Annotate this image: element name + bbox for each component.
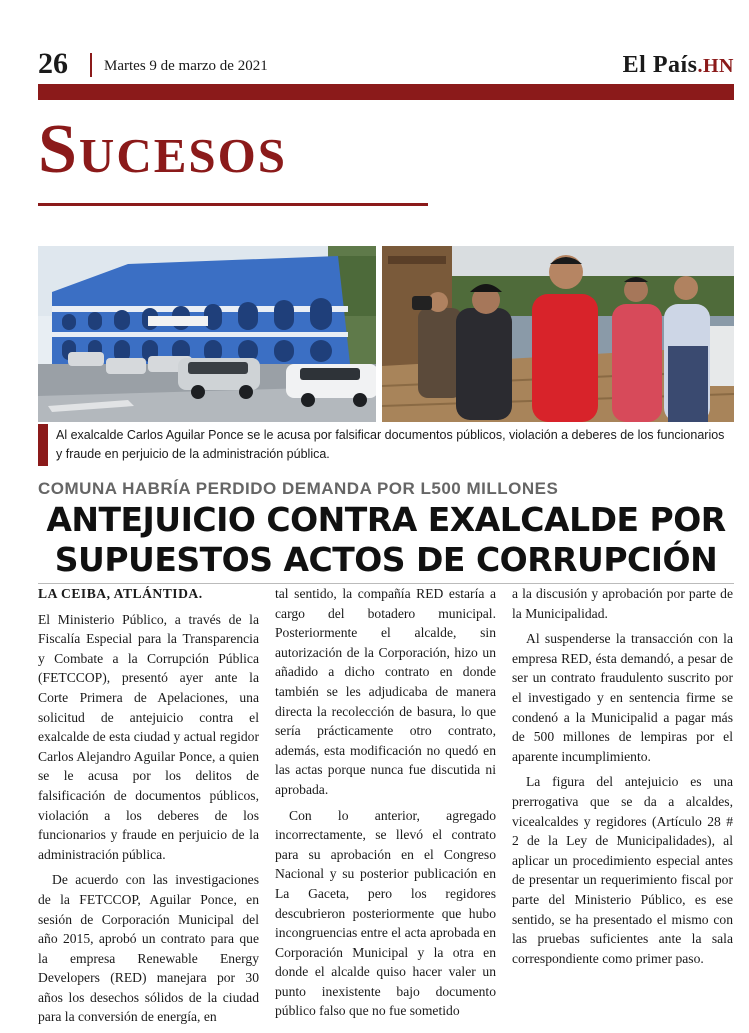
article-kicker: COMUNA HABRÍA PERDIDO DEMANDA POR L500 MILLONES — [38, 479, 559, 498]
officials-walking-photo-icon — [382, 246, 734, 422]
headline-line-2: SUPUESTOS ACTOS DE CORRUPCIÓN — [54, 540, 718, 579]
paragraph: Al suspenderse la transacción con la empresa RED, ésta demandó, a pesar de ser un contrato fraudulento suscrito por el investigado y en sentencia firme se condenó a la Municipalid a pagar más de 500 millones de lempiras por el aparente incumplimiento. — [512, 631, 733, 764]
article-headline — [38, 500, 734, 580]
officials-photo — [382, 246, 734, 422]
page-header — [38, 48, 734, 80]
caption-text: Al exalcalde Carlos Aguilar Ponce se le acusa por falsificar documentos públicos, violación a deberes de los funcionarios y fraude en perjuicio de la administración pública. — [56, 428, 725, 461]
section-title: Sucesos — [38, 111, 288, 188]
article-dateline: LA CEIBA, ATLÁNTIDA. — [38, 586, 203, 601]
paragraph: De acuerdo con las investigaciones de la FETCCOP, Aguilar Ponce, en sesión de Corporación Municipal del año 2015, aprobó un contrato para que la empresa Renewable Energy Developers (RED) manejara por 30 años los desechos sólidos de la ciudad para la conversión de energía, en — [38, 872, 259, 1025]
page-number: 26 — [38, 47, 68, 80]
header-separator — [90, 53, 92, 77]
article-column-2 — [275, 584, 496, 1027]
newspaper-logo[interactable] — [623, 52, 734, 79]
article-column-1 — [38, 584, 259, 1033]
caption-accent-bar — [38, 424, 48, 466]
logo-main: El País — [622, 52, 698, 78]
paragraph: El Ministerio Público, a través de la Fiscalía Especial para la Transparencia y Combate a la Corrupción Pública (FETCCOP), presentó ayer ante la Corte Primera de Apelaciones, una solicitud de antejuicio contra el exalcalde de esta ciudad y actual regidor Carlos Alejandro Aguilar Ponce, a quien se le acusa por los delitos de falsificación de documentos públicos, violación a los deberes de los funcionarios y fraude en perjuicio de la administración pública. — [38, 611, 259, 862]
paragraph: Con lo anterior, agregado incorrectamente, se llevó el contrato para su aprobación en el Congreso Nacional y su posterior publicación en La Gaceta, pero los regidores descubrieron posteriormente que hubo incongruencias entre el acta aprobada en Corporación Municipal y la otra en donde el alcalde quiso hacer valer un punto inexistente bajo documento público falso que no fue sometido — [275, 807, 496, 1019]
issue-date: Martes 9 de marzo de 2021 — [104, 58, 268, 74]
dateline-paragraph — [38, 584, 259, 604]
city-hall-photo — [38, 246, 376, 422]
paragraph: tal sentido, la compañía RED estaría a cargo del botadero municipal. Posteriormente el alcalde, sin autorización de la Corporación, hizo un añadido a dicho contrato en donde también se les adjudicaba de manera directa la recolección de basura, lo que sería prácticamente otro contrato, además, esta modificación no quedó en las actas porque nunca fue discutida ni aprobada. — [275, 586, 496, 797]
paragraph: a la discusión y aprobación por parte de la Municipalidad. — [512, 586, 733, 621]
headline-line-1: ANTEJUICIO CONTRA EXALCALDE POR — [46, 500, 726, 539]
section-underline — [38, 203, 428, 206]
article-column-3 — [512, 584, 733, 974]
city-hall-building-photo-icon — [38, 246, 376, 422]
photo-caption — [38, 424, 734, 466]
logo-suffix: .HN — [697, 55, 734, 77]
header-red-rule — [38, 84, 734, 100]
paragraph: La figura del antejuicio es una prerrogativa que se da a alcaldes, vicealcaldes y regidores (Artículo 28 # 2 de la Ley de Municipalidades), al aplicar un procedimiento especial antes de presentar un requerimiento fiscal por parte del Ministerio Público, es ese sentido, se ha presentado el mismo con las pruebas suficientes ante la sala correspondiente como primer paso. — [512, 774, 733, 966]
